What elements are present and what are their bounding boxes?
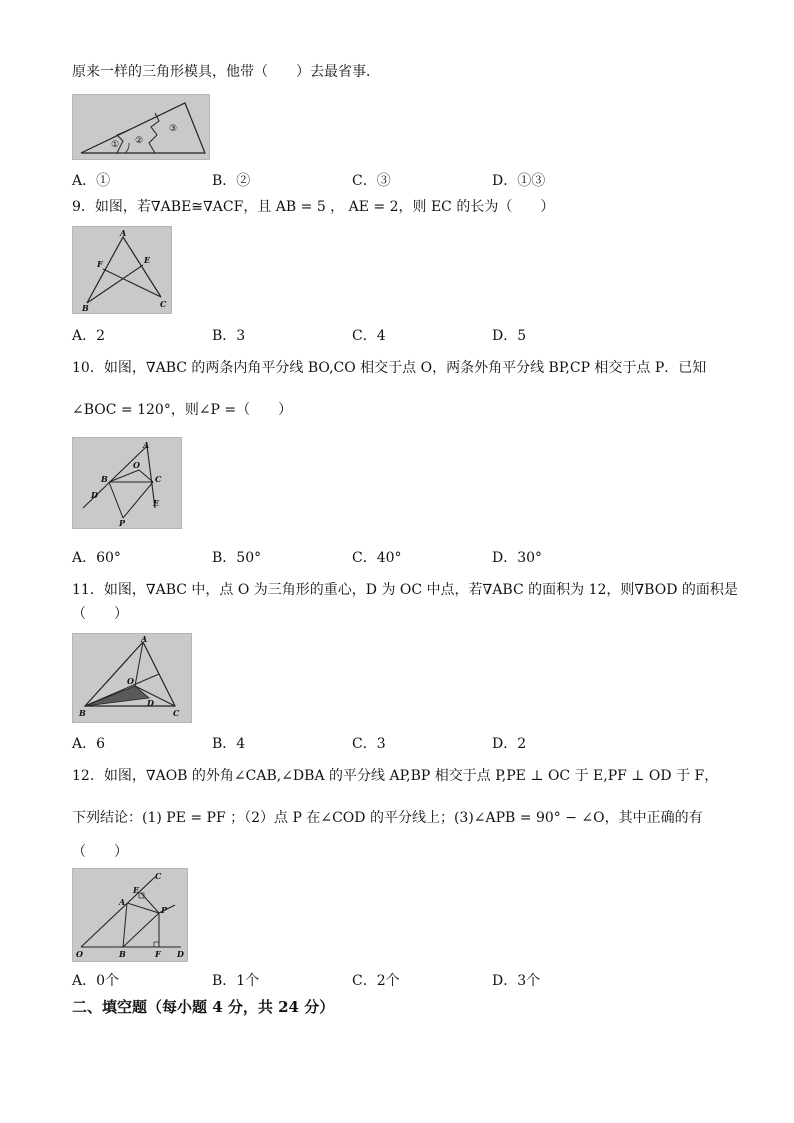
q8-fig-label-3: ③ <box>169 124 178 134</box>
q12-label-b: B <box>119 949 126 959</box>
q10-label-o: O <box>133 460 140 470</box>
q10-figure <box>72 437 182 529</box>
q12-option-b: B．1个 <box>212 973 260 989</box>
q8-stem: 原来一样的三角形模具，他带（ ）去最省事． <box>72 64 380 80</box>
q10-option-c: C．40° <box>352 550 402 566</box>
q10-label-a: A <box>143 440 150 450</box>
q12-stem-line2: 下列结论：(1) PE = PF ；（2）点 P 在∠COD 的平分线上；(3)∠APB = 90° − ∠O，其中正确的有 <box>72 810 703 826</box>
q12-label-e: E <box>133 885 140 895</box>
q10-stem-line1: 10．如图，∇ABC 的两条内角平分线 BO,CO 相交于点 O，两条外角平分线 BP,CP 相交于点 P．已知 <box>72 360 707 376</box>
q9-option-d: D．5 <box>492 328 527 344</box>
q11-label-a: A <box>141 634 148 644</box>
q10-option-b: B．50° <box>212 550 262 566</box>
q9-label-c: C <box>160 299 167 309</box>
q10-label-p: P <box>119 518 126 528</box>
q8-option-b: B．② <box>212 173 251 189</box>
q9-option-b: B．3 <box>212 328 246 344</box>
q11-label-o: O <box>127 676 134 686</box>
q9-option-c: C．4 <box>352 328 386 344</box>
q12-label-o: O <box>76 949 83 959</box>
q12-label-a: A <box>119 897 126 907</box>
q11-figure <box>72 633 192 723</box>
q12-option-a: A．0个 <box>72 973 120 989</box>
q8-option-c: C．③ <box>352 173 391 189</box>
q9-stem: 9．如图，若∇ABE≅∇ACF，且 AB = 5 ， AE = 2，则 EC 的长为（ ） <box>72 199 555 215</box>
q10-label-b: B <box>101 474 108 484</box>
q9-label-e: E <box>144 255 151 265</box>
q10-option-a: A．60° <box>72 550 121 566</box>
q8-option-d: D．①③ <box>492 173 546 189</box>
q8-option-a: A．① <box>72 173 111 189</box>
section-heading: 二、填空题（每小题 4 分，共 24 分） <box>72 998 335 1016</box>
q8-fig-label-1: ① <box>111 140 120 150</box>
q9-label-a: A <box>120 228 127 238</box>
q9-label-b: B <box>82 303 89 313</box>
q9-figure <box>72 226 172 314</box>
q12-figure <box>72 868 188 962</box>
q12-stem-line1: 12．如图，∇AOB 的外角∠CAB,∠DBA 的平分线 AP,BP 相交于点 P,PE ⊥ OC 于 E,PF ⊥ OD 于 F， <box>72 768 719 784</box>
q10-label-c: C <box>155 474 162 484</box>
q12-option-d: D．3个 <box>492 973 541 989</box>
q12-stem-line3: （ ） <box>72 844 128 860</box>
q10-stem-line2: ∠BOC = 120°，则∠P =（ ） <box>72 402 293 418</box>
q12-label-p: P <box>161 905 168 915</box>
q11-option-a: A．6 <box>72 736 106 752</box>
q8-fig-label-2: ② <box>135 136 144 146</box>
q10-label-d: D <box>91 490 98 500</box>
q12-label-d: D <box>177 949 184 959</box>
q11-option-c: C．3 <box>352 736 386 752</box>
q11-stem-line1: 11．如图，∇ABC 中，点 O 为三角形的重心，D 为 OC 中点，若∇ABC 的面积为 12，则∇BOD 的面积是 <box>72 582 738 598</box>
q12-label-c: C <box>155 871 162 881</box>
q9-option-a: A．2 <box>72 328 106 344</box>
q12-label-f: F <box>155 949 161 959</box>
q12-option-c: C．2个 <box>352 973 400 989</box>
q9-label-f: F <box>97 259 103 269</box>
q10-label-e: E <box>153 498 160 508</box>
q10-option-d: D．30° <box>492 550 543 566</box>
q11-label-d: D <box>147 698 154 708</box>
q11-label-c: C <box>173 708 180 718</box>
q8-figure <box>72 94 210 160</box>
q11-option-b: B．4 <box>212 736 246 752</box>
q11-label-b: B <box>79 708 86 718</box>
q11-stem-line2: （ ） <box>72 606 128 622</box>
q11-option-d: D．2 <box>492 736 527 752</box>
